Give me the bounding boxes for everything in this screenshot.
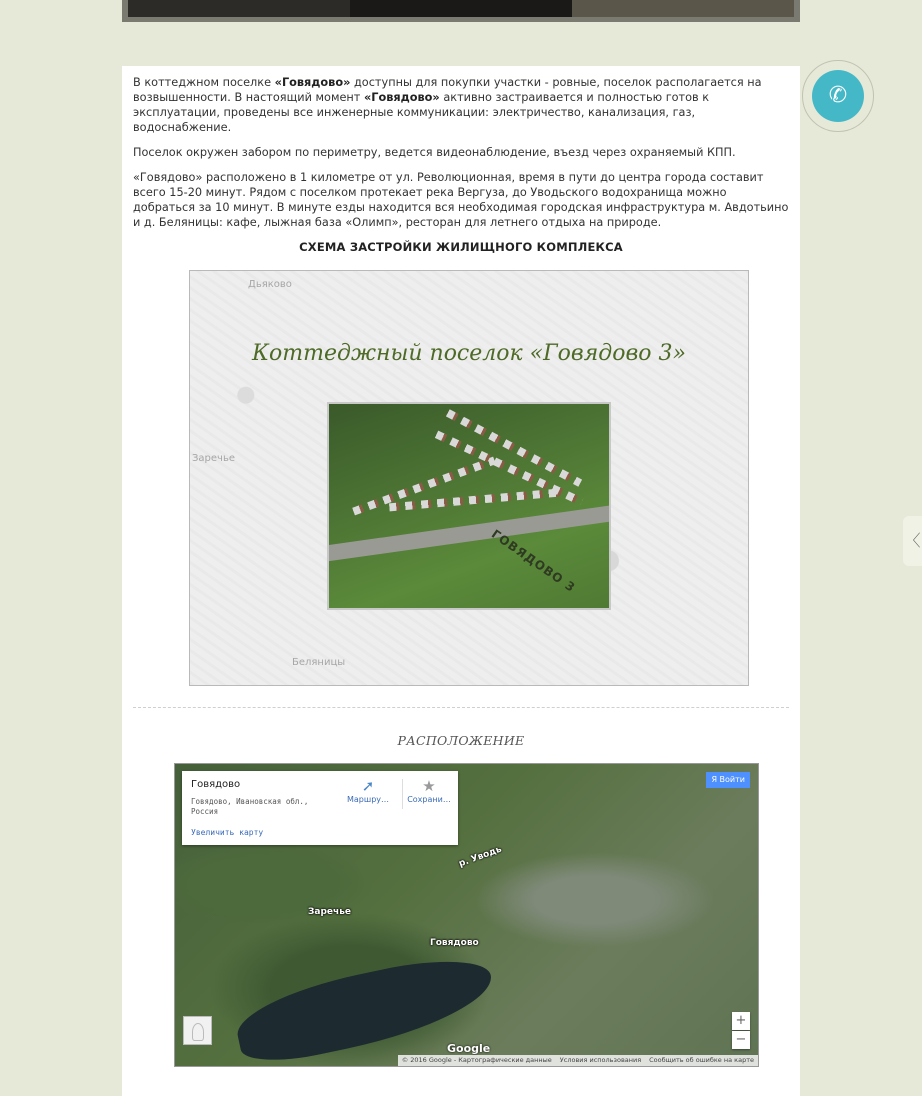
zoom-out-button[interactable]: − [732,1031,750,1049]
place-address: Говядово, Ивановская обл., Россия [191,797,309,816]
paragraph-1: В коттеджном поселке «Говядово» доступны для покупки участки - ровные, поселок располагается на возвышенности. В настоящий момент «Говядово» активно застраивается и полностью готов к эксплуатации, проведены все инженерные коммуникации: электричество, канализация, газ, водоснабжение. [133,76,762,134]
scheme-map-label: Беляницы [292,657,346,668]
save-button[interactable]: ★ Сохрани… [403,777,455,804]
street-view-pegman-icon[interactable] [183,1016,212,1045]
embedded-map[interactable] [174,763,759,1067]
main-content [122,66,800,1096]
village-render-photo [327,402,611,610]
star-icon: ★ [422,777,436,795]
phone-callback-button[interactable] [812,70,864,122]
signin-button[interactable]: Я Войти [706,772,750,788]
scheme-heading: Коттеджный поселок «Говядово 3» [251,341,686,366]
yandex-icon: Я [711,775,717,784]
description-text [133,75,791,240]
map-place-label: Заречье [308,907,351,917]
map-place-label: Говядово [430,938,479,948]
paragraph-3: «Говядово» расположено в 1 километре от ул. Революционная, время в пути до центра города составит всего 15-20 минут. Рядом с поселком протекает река Вергуза, до Уводьского водохранища можно добраться за 10 минут. В минуте езды находится вся необходимая городская инфраструктура м. Авдотьино и д. Беляницы: кафе, лыжная база «Олимп», ресторан для летнего отдыха на природе. [133,171,789,229]
google-logo: Google [447,1042,491,1055]
scheme-title: СХЕМА ЗАСТРОЙКИ ЖИЛИЩНОГО КОМПЛЕКСА [299,240,623,254]
directions-icon: ➚ [361,777,375,795]
place-name: Говядово [191,779,241,790]
scheme-map-label: Дьяково [248,279,292,290]
map-info-card [182,771,458,845]
report-error-link[interactable]: Сообщить об ошибке на карте [649,1056,754,1064]
route-button[interactable]: ➚ Маршру… [342,777,394,804]
scheme-map-label: Заречье [192,453,235,464]
map-copyright: © 2016 Google - Картографические данные [401,1056,552,1064]
phone-icon: ✆ [828,83,848,108]
side-panel-toggle[interactable]: 〈 [903,516,922,566]
paragraph-2: Поселок окружен забором по периметру, ведется видеонаблюдение, въезд через охраняемый КПП. [133,146,736,159]
road-label: ГОВЯДОВО 3 [488,526,579,596]
map-footer [398,1055,758,1066]
top-banner-image [122,0,800,22]
map-place-label: р. Уводь [457,844,504,870]
zoom-in-button[interactable]: + [732,1012,750,1030]
scheme-image [189,270,749,686]
terms-link[interactable]: Условия использования [559,1056,642,1064]
section-divider [133,707,789,708]
location-title: РАСПОЛОЖЕНИЕ [397,733,525,748]
enlarge-map-link[interactable]: Увеличить карту [191,828,264,837]
